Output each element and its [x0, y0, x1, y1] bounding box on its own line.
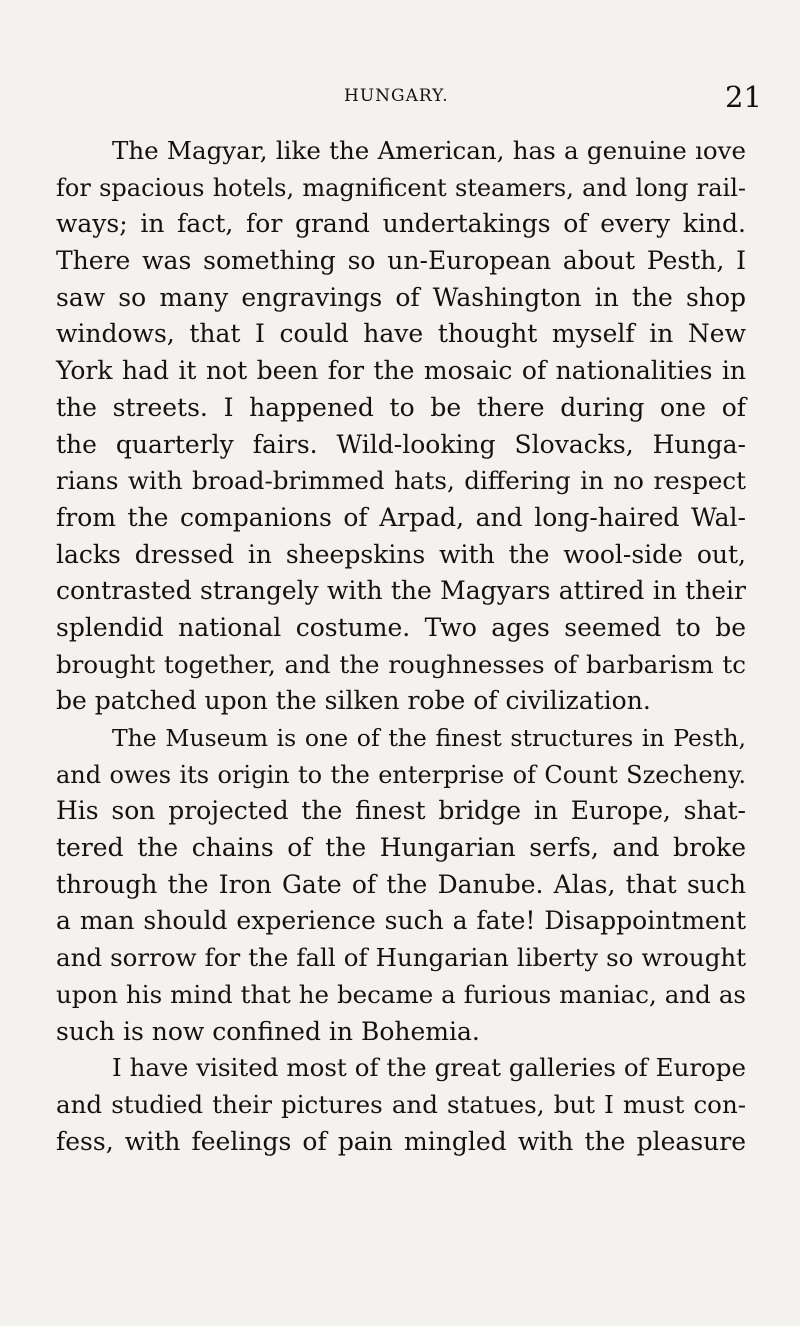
- text-line: through the Iron Gate of the Danube. Alas, that such: [56, 869, 746, 899]
- text-line: for spacious hotels, magnificent steamers, and long rail-: [56, 173, 746, 202]
- text-line: the quarterly fairs. Wild-looking Slovacks, Hunga-: [56, 429, 746, 459]
- text-line: a man should experience such a fate! Disappointment: [56, 906, 746, 936]
- text-line: and sorrow for the fall of Hungarian liberty so wrought: [56, 943, 746, 973]
- text-line: contrasted strangely with the Magyars attired in their: [56, 576, 746, 606]
- text-line: tered the chains of the Hungarian serfs, and broke: [56, 833, 746, 863]
- text-line: York had it not been for the mosaic of nationalities in: [56, 356, 746, 386]
- text-line: The Museum is one of the finest structures in Pesth,: [112, 724, 746, 752]
- text-line: The Magyar, like the American, has a genuine ıove: [112, 136, 746, 165]
- text-line: rians with broad-brimmed hats, differing in no respect: [56, 466, 746, 496]
- text-line: the streets. I happened to be there during one of: [56, 392, 746, 422]
- text-line: upon his mind that he became a furious maniac, and as: [56, 979, 746, 1009]
- body-text: [56, 133, 746, 1160]
- text-line: be patched upon the silken robe of civilization.: [56, 686, 651, 716]
- text-line: and studied their pictures and statues, but I must con-: [56, 1089, 746, 1119]
- text-line: I have visited most of the great galleries of Europe: [112, 1053, 746, 1083]
- text-line: His son projected the finest bridge in Europe, shat-: [56, 796, 746, 826]
- text-line: brought together, and the roughnesses of barbarism tc: [56, 649, 746, 679]
- text-line: There was something so un-European about Pesth, I: [56, 246, 746, 276]
- text-line: from the companions of Arpad, and long-haired Wal-: [56, 502, 746, 532]
- text-line: ways; in fact, for grand undertakings of every kind.: [56, 209, 746, 239]
- text-line: lacks dressed in sheepskins with the wool-side out,: [56, 539, 746, 569]
- text-line: such is now confined in Bohemia.: [56, 1016, 480, 1046]
- running-head: [0, 80, 800, 114]
- text-line: fess, with feelings of pain mingled with the pleasure: [56, 1126, 746, 1156]
- page-number: 21: [725, 80, 762, 114]
- text-line: windows, that I could have thought myself in New: [56, 319, 746, 349]
- text-line: and owes its origin to the enterprise of Count Szecheny.: [56, 760, 746, 789]
- text-line: saw so many engravings of Washington in the shop: [56, 282, 746, 312]
- running-head-title: HUNGARY.: [344, 86, 449, 106]
- text-line: splendid national costume. Two ages seemed to be: [56, 612, 746, 642]
